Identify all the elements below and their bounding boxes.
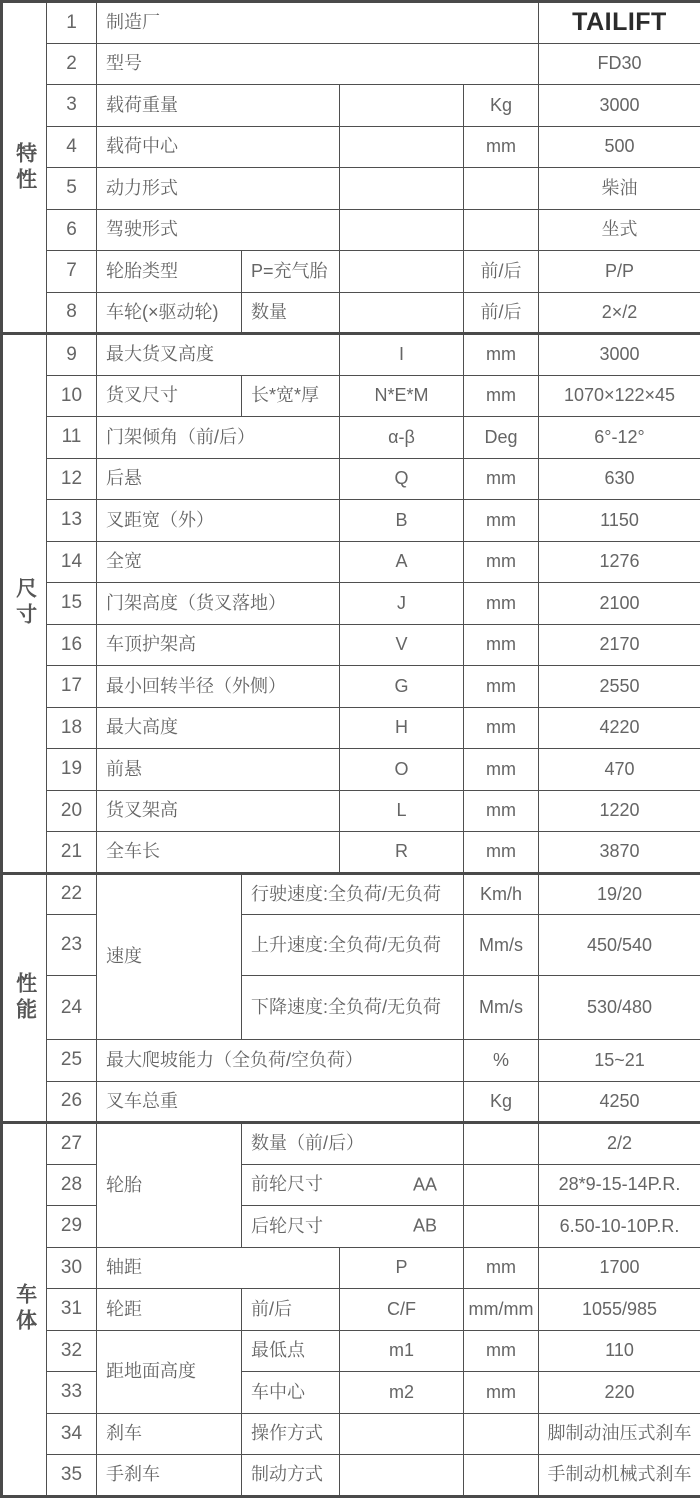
cell-val: 1150: [539, 500, 700, 542]
cell-val: 15~21: [539, 1040, 700, 1082]
row-number: 11: [47, 417, 97, 459]
cell-sub: 前/后: [242, 1289, 340, 1331]
row-number: 7: [47, 251, 97, 293]
cell-val: 1700: [539, 1247, 700, 1289]
spec-row: [2, 2, 700, 44]
cell-unit: mm: [464, 500, 539, 542]
cell-sym: [340, 85, 464, 127]
cell-text: 后轮尺寸: [251, 1215, 323, 1236]
row-number: 4: [47, 126, 97, 168]
cell-param: 动力形式: [97, 168, 340, 210]
spec-row: [2, 417, 700, 459]
cell-desc: 上升速度:全负荷/无负荷: [242, 915, 464, 976]
row-number: 1: [47, 2, 97, 44]
cell-param: 门架高度（货叉落地）: [97, 583, 340, 625]
spec-row: [2, 541, 700, 583]
cell-val: 19/20: [539, 873, 700, 915]
row-number: 2: [47, 43, 97, 85]
cell-val: 手制动机械式刹车: [539, 1455, 700, 1497]
cell-param: 车轮(×驱动轮): [97, 292, 242, 334]
cell-unit: mm: [464, 1372, 539, 1414]
row-number: 33: [47, 1372, 97, 1414]
row-number: 13: [47, 500, 97, 542]
cell-brand: TAILIFT: [539, 2, 700, 44]
spec-row: [2, 1040, 700, 1082]
cell-unit: [464, 1206, 539, 1248]
cell-val: 4250: [539, 1081, 700, 1123]
cell-param: 刹车: [97, 1413, 242, 1455]
cell-sub: P=充气胎: [242, 251, 340, 293]
cell-unit: Km/h: [464, 873, 539, 915]
spec-row: [2, 500, 700, 542]
spec-row: [2, 1247, 700, 1289]
spec-row: [2, 292, 700, 334]
cell-val: FD30: [539, 43, 700, 85]
cell-sym: R: [340, 832, 464, 874]
cell-param: 叉距宽（外）: [97, 500, 340, 542]
row-number: 15: [47, 583, 97, 625]
row-number: 16: [47, 624, 97, 666]
row-number: 17: [47, 666, 97, 708]
cell-sym: [340, 126, 464, 168]
spec-row: [2, 1455, 700, 1497]
row-number: 6: [47, 209, 97, 251]
cell-sym: N*E*M: [340, 375, 464, 417]
cell-sub: 长*宽*厚: [242, 375, 340, 417]
row-number: 35: [47, 1455, 97, 1497]
cell-sym: L: [340, 790, 464, 832]
cell-desc: 行驶速度:全负荷/无负荷: [242, 873, 464, 915]
cell-val: 1220: [539, 790, 700, 832]
cell-desc: [242, 1164, 464, 1206]
cell-val: 6°-12°: [539, 417, 700, 459]
cell-val: 110: [539, 1330, 700, 1372]
row-number: 10: [47, 375, 97, 417]
cell-sym: H: [340, 707, 464, 749]
cell-desc: [242, 1206, 464, 1248]
row-number: 3: [47, 85, 97, 127]
row-number: 21: [47, 832, 97, 874]
cell-sym: [340, 168, 464, 210]
spec-row: [2, 458, 700, 500]
cell-param: 全宽: [97, 541, 340, 583]
row-number: 25: [47, 1040, 97, 1082]
spec-row: [2, 1081, 700, 1123]
cell-param: 车顶护架高: [97, 624, 340, 666]
cell-sub: 最低点: [242, 1330, 340, 1372]
cell-text: 前轮尺寸: [251, 1174, 323, 1195]
spec-table-body: [2, 2, 700, 1497]
cell-param: 全车长: [97, 832, 340, 874]
cell-sym: [340, 251, 464, 293]
cell-desc: 数量（前/后）: [242, 1123, 464, 1165]
spec-row: [2, 334, 700, 376]
cell-param: 轴距: [97, 1247, 340, 1289]
row-number: 32: [47, 1330, 97, 1372]
cell-param: 速度: [97, 873, 242, 1040]
row-number: 23: [47, 915, 97, 976]
section-label: 特性: [2, 2, 47, 334]
row-number: 24: [47, 976, 97, 1040]
cell-unit: [464, 1455, 539, 1497]
cell-unit: mm: [464, 334, 539, 376]
cell-param: 型号: [97, 43, 539, 85]
spec-row: [2, 666, 700, 708]
cell-param: 轮胎类型: [97, 251, 242, 293]
section-label: 尺寸: [2, 334, 47, 874]
cell-symbol: AB: [412, 1215, 437, 1236]
cell-unit: mm: [464, 583, 539, 625]
cell-val: 28*9-15-14P.R.: [539, 1164, 700, 1206]
cell-sym: [340, 292, 464, 334]
cell-val: 530/480: [539, 976, 700, 1040]
cell-val: 3000: [539, 85, 700, 127]
row-number: 9: [47, 334, 97, 376]
cell-unit: Mm/s: [464, 976, 539, 1040]
cell-sym: P: [340, 1247, 464, 1289]
cell-param: 手刹车: [97, 1455, 242, 1497]
cell-unit: mm: [464, 375, 539, 417]
row-number: 19: [47, 749, 97, 791]
spec-row: [2, 126, 700, 168]
cell-val: 470: [539, 749, 700, 791]
cell-param: 前悬: [97, 749, 340, 791]
cell-param: 最大高度: [97, 707, 340, 749]
cell-desc: 下降速度:全负荷/无负荷: [242, 976, 464, 1040]
cell-val: 脚制动油压式刹车: [539, 1413, 700, 1455]
spec-row: [2, 832, 700, 874]
cell-unit: mm: [464, 832, 539, 874]
cell-unit: mm: [464, 707, 539, 749]
cell-sym: J: [340, 583, 464, 625]
row-number: 28: [47, 1164, 97, 1206]
row-number: 5: [47, 168, 97, 210]
cell-val: P/P: [539, 251, 700, 293]
spec-row: [2, 707, 700, 749]
cell-val: 坐式: [539, 209, 700, 251]
spec-row: [2, 1413, 700, 1455]
cell-sym: [340, 1455, 464, 1497]
cell-unit: [464, 168, 539, 210]
cell-sym: A: [340, 541, 464, 583]
cell-sym: V: [340, 624, 464, 666]
cell-sym: α-β: [340, 417, 464, 459]
cell-val: 2×/2: [539, 292, 700, 334]
cell-param: 最大货叉高度: [97, 334, 340, 376]
cell-sym: O: [340, 749, 464, 791]
cell-sym: G: [340, 666, 464, 708]
cell-param: 载荷中心: [97, 126, 340, 168]
cell-unit: Deg: [464, 417, 539, 459]
cell-param: 最小回转半径（外侧）: [97, 666, 340, 708]
spec-row: [2, 168, 700, 210]
cell-unit: mm: [464, 1330, 539, 1372]
cell-unit: mm: [464, 790, 539, 832]
cell-sym: I: [340, 334, 464, 376]
cell-param: 门架倾角（前/后）: [97, 417, 340, 459]
cell-sym: m1: [340, 1330, 464, 1372]
cell-sym: [340, 1413, 464, 1455]
cell-unit: mm: [464, 458, 539, 500]
cell-unit: [464, 209, 539, 251]
spec-row: [2, 749, 700, 791]
spec-row: [2, 624, 700, 666]
cell-unit: mm: [464, 624, 539, 666]
spec-row: [2, 85, 700, 127]
cell-val: 2100: [539, 583, 700, 625]
cell-unit: mm/mm: [464, 1289, 539, 1331]
spec-row: [2, 251, 700, 293]
cell-param: 轮距: [97, 1289, 242, 1331]
cell-val: 柴油: [539, 168, 700, 210]
cell-val: 220: [539, 1372, 700, 1414]
cell-unit: mm: [464, 1247, 539, 1289]
cell-unit: mm: [464, 541, 539, 583]
cell-val: 500: [539, 126, 700, 168]
row-number: 26: [47, 1081, 97, 1123]
section-label: 性能: [2, 873, 47, 1123]
cell-val: 1070×122×45: [539, 375, 700, 417]
cell-param: 轮胎: [97, 1123, 242, 1248]
cell-val: 1276: [539, 541, 700, 583]
row-number: 29: [47, 1206, 97, 1248]
cell-val: 2170: [539, 624, 700, 666]
cell-unit: 前/后: [464, 292, 539, 334]
spec-row: [2, 790, 700, 832]
cell-unit: mm: [464, 126, 539, 168]
spec-row: [2, 209, 700, 251]
row-number: 27: [47, 1123, 97, 1165]
cell-unit: [464, 1123, 539, 1165]
row-number: 30: [47, 1247, 97, 1289]
cell-val: 630: [539, 458, 700, 500]
cell-val: 6.50-10-10P.R.: [539, 1206, 700, 1248]
row-number: 34: [47, 1413, 97, 1455]
spec-row: [2, 1123, 700, 1165]
cell-sub: 车中心: [242, 1372, 340, 1414]
row-number: 22: [47, 873, 97, 915]
cell-param: 叉车总重: [97, 1081, 464, 1123]
cell-symbol: AA: [412, 1174, 437, 1195]
cell-val: 4220: [539, 707, 700, 749]
cell-unit: mm: [464, 666, 539, 708]
cell-sub: 数量: [242, 292, 340, 334]
cell-param: 最大爬坡能力（全负荷/空负荷）: [97, 1040, 464, 1082]
cell-val: 2550: [539, 666, 700, 708]
cell-val: 2/2: [539, 1123, 700, 1165]
cell-unit: Mm/s: [464, 915, 539, 976]
cell-val: 3870: [539, 832, 700, 874]
cell-param: 后悬: [97, 458, 340, 500]
spec-row: [2, 1330, 700, 1372]
spec-row: [2, 583, 700, 625]
section-label: 车体: [2, 1123, 47, 1497]
cell-sym: C/F: [340, 1289, 464, 1331]
spec-row: [2, 375, 700, 417]
cell-val: 450/540: [539, 915, 700, 976]
cell-sym: Q: [340, 458, 464, 500]
spec-row: [2, 1289, 700, 1331]
row-number: 18: [47, 707, 97, 749]
row-number: 12: [47, 458, 97, 500]
cell-sym: [340, 209, 464, 251]
cell-sub: 操作方式: [242, 1413, 340, 1455]
row-number: 31: [47, 1289, 97, 1331]
cell-unit: [464, 1164, 539, 1206]
cell-sym: B: [340, 500, 464, 542]
cell-unit: mm: [464, 749, 539, 791]
cell-val: 3000: [539, 334, 700, 376]
cell-unit: %: [464, 1040, 539, 1082]
cell-val: 1055/985: [539, 1289, 700, 1331]
row-number: 8: [47, 292, 97, 334]
cell-unit: Kg: [464, 85, 539, 127]
cell-unit: [464, 1413, 539, 1455]
row-number: 14: [47, 541, 97, 583]
cell-unit: Kg: [464, 1081, 539, 1123]
cell-sym: m2: [340, 1372, 464, 1414]
cell-sub: 制动方式: [242, 1455, 340, 1497]
cell-param: 距地面高度: [97, 1330, 242, 1413]
cell-param: 载荷重量: [97, 85, 340, 127]
cell-param: 货叉架高: [97, 790, 340, 832]
cell-param: 货叉尺寸: [97, 375, 242, 417]
cell-unit: 前/后: [464, 251, 539, 293]
spec-row: [2, 43, 700, 85]
cell-param: 制造厂: [97, 2, 539, 44]
cell-param: 驾驶形式: [97, 209, 340, 251]
spec-row: [2, 873, 700, 915]
row-number: 20: [47, 790, 97, 832]
